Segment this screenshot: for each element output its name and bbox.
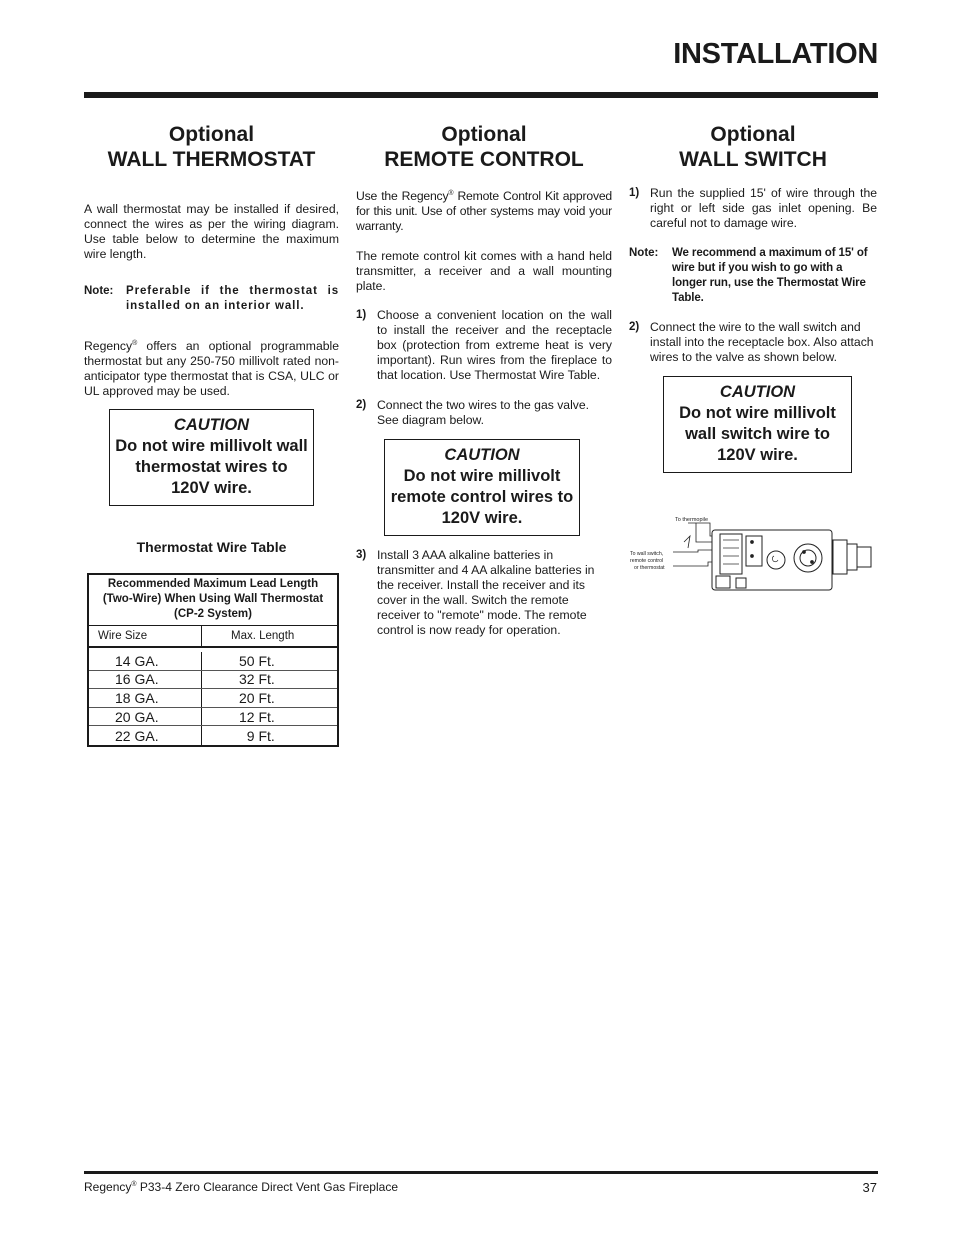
remote-step-3	[356, 548, 612, 638]
wire-size-cell: 18 GA.	[89, 689, 202, 707]
remote-heading-line2: REMOTE CONTROL	[384, 148, 584, 171]
table-row	[89, 689, 337, 708]
wall-thermostat-section	[84, 122, 339, 747]
caution-text: Do not wire millivolt wall thermostat wires to 120V wire.	[115, 437, 308, 498]
thermostat-options-text	[84, 336, 339, 399]
column-max-length: Max. Length	[231, 630, 295, 643]
registered-mark: ®	[448, 190, 454, 197]
footer-rule	[84, 1171, 878, 1174]
step-number: 1)	[629, 187, 640, 199]
wire-table-header: Recommended Maximum Lead Length (Two-Wire) When Using Wall Thermostat (CP-2 System)	[89, 575, 337, 626]
gas-valve-wiring-diagram	[628, 512, 878, 592]
thermostat-intro: A wall thermostat may be installed if desired, connect the wires as per the wiring diagram. Use table below to determine the maximum wire length.	[84, 202, 339, 261]
thermostat-wire-table	[87, 573, 339, 747]
wire-size-cell: 16 GA.	[89, 671, 202, 689]
table-row	[89, 652, 337, 671]
remote-intro-pre: Use the Regency	[356, 189, 449, 204]
caution-title: CAUTION	[719, 383, 796, 401]
label-to-wall-switch: To wall switch,	[630, 551, 664, 557]
max-length-cell: 12 Ft.	[239, 708, 275, 725]
note-label: Note:	[84, 285, 114, 297]
wire-table-columns	[89, 626, 337, 648]
remote-intro-post: Remote Control Kit approved for this unit. Use of other systems may void your warranty.	[356, 189, 612, 234]
thermostat-heading	[84, 122, 339, 172]
wire-size-cell: 14 GA.	[89, 652, 202, 670]
max-length-cell: 20 Ft.	[239, 690, 275, 707]
max-length-cell: 32 Ft.	[239, 671, 275, 688]
step-text: Connect the two wires to the gas valve. See diagram below.	[377, 398, 590, 428]
label-to-thermopile: To thermopile	[675, 517, 709, 523]
remote-caution-box	[384, 439, 580, 536]
remote-control-section	[356, 122, 612, 638]
page-number: 37	[862, 1180, 877, 1195]
page-title: INSTALLATION	[673, 38, 878, 70]
step-number: 3)	[356, 549, 367, 562]
max-length-cell: 50 Ft.	[239, 652, 275, 669]
note-text: Preferable if the thermostat is installed on an interior wall.	[126, 285, 339, 312]
wire-size-cell: 20 GA.	[89, 708, 202, 726]
wire-table-title: Thermostat Wire Table	[136, 539, 287, 556]
remote-kit-contents: The remote control kit comes with a hand held transmitter, a receiver and a wall mounting plate.	[356, 249, 612, 294]
switch-step-2	[629, 320, 877, 365]
wire-size-cell: 22 GA.	[89, 726, 202, 745]
note-text: We recommend a maximum of 15' of wire but if you wish to go with a longer run, use the Thermostat Wire Table.	[672, 247, 868, 304]
step-text: Connect the wire to the wall switch and install into the receptacle box. Also attach wires to the valve as shown below.	[650, 320, 874, 364]
wire-table-body	[89, 648, 337, 745]
thermostat-heading-line1: Optional	[168, 123, 255, 146]
note-label: Note:	[629, 247, 659, 259]
step-text: Install 3 AAA alkaline batteries in transmitter and 4 AA alkaline batteries in the receiver. Install the receiver and its cover in the wall. Switch the remote receiver to "remote" mode. The remote control is now ready for operation.	[377, 548, 595, 638]
column-wire-size: Wire Size	[89, 626, 202, 646]
max-length-cell: 9 Ft.	[239, 727, 275, 744]
caution-text: Do not wire millivolt remote control wires to 120V wire.	[390, 467, 574, 528]
table-row	[89, 671, 337, 690]
thermostat-note	[84, 284, 339, 314]
remote-step-1	[356, 308, 612, 383]
thermostat-options-body: offers an optional programmable thermostat but any 250-750 millivolt rated non-anticipator type thermostat that is CSA, ULC or UL approved may be used.	[84, 339, 339, 399]
remote-intro	[356, 186, 612, 234]
step-text: Run the supplied 15' of wire through the right or left side gas inlet opening. Be careful not to damage wire.	[650, 186, 877, 230]
wall-switch-section	[629, 122, 877, 473]
table-row	[89, 708, 337, 727]
switch-step-1	[629, 186, 877, 231]
step-number: 2)	[629, 321, 640, 333]
footer-product-name: P33-4 Zero Clearance Direct Vent Gas Fireplace	[136, 1180, 398, 1194]
remote-heading	[356, 122, 612, 172]
label-remote-control: remote control	[630, 558, 664, 564]
step-text: Choose a convenient location on the wall to install the receiver and the receptacle box (protection from extreme heat is very important). Run wires from the fireplace to that location. Use Thermostat Wire Table.	[377, 308, 612, 383]
label-or-thermostat: or thermostat	[634, 565, 665, 571]
valve-body	[712, 530, 871, 590]
step-number: 2)	[356, 399, 367, 412]
remote-step-2	[356, 398, 612, 428]
switch-caution-box	[663, 376, 852, 473]
footer-brand: Regency	[84, 1180, 132, 1194]
footer-product	[84, 1180, 398, 1194]
step-number: 1)	[356, 309, 367, 322]
caution-title: CAUTION	[173, 416, 250, 435]
registered-mark: ®	[131, 1181, 137, 1188]
caution-text: Do not wire millivolt wall switch wire to 120V wire.	[679, 404, 836, 464]
table-row	[89, 726, 337, 745]
switch-heading-line1: Optional	[710, 123, 796, 146]
thermostat-caution-box	[109, 409, 314, 506]
registered-mark: ®	[132, 340, 138, 347]
switch-note	[629, 246, 877, 306]
switch-heading	[629, 122, 877, 172]
remote-heading-line1: Optional	[441, 123, 527, 146]
thermostat-heading-line2: WALL THERMOSTAT	[107, 148, 316, 171]
caution-title: CAUTION	[444, 446, 520, 465]
switch-heading-line2: WALL SWITCH	[679, 148, 827, 171]
brand-name: Regency	[84, 339, 133, 354]
title-rule	[84, 92, 878, 98]
